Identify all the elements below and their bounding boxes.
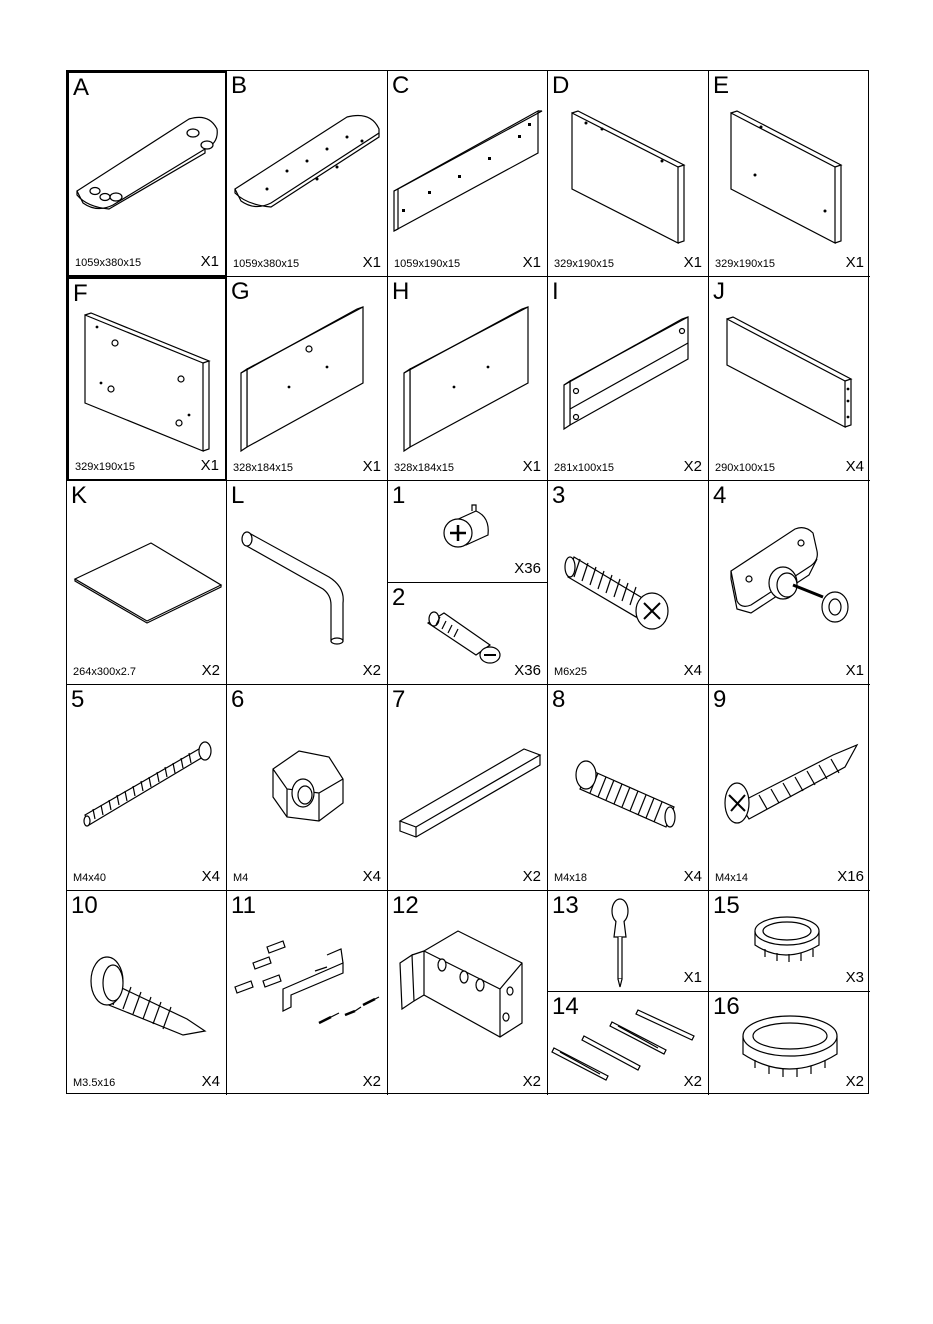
bolt-icon <box>548 481 709 685</box>
part-quantity: X1 <box>200 457 219 474</box>
part-label: 3 <box>552 482 566 509</box>
part-label: G <box>231 278 250 305</box>
part-cell-h <box>388 277 548 481</box>
wood-strip-icon <box>388 685 548 891</box>
part-dimensions: M3.5x16 <box>73 1077 116 1089</box>
part-label: K <box>71 482 88 509</box>
part-quantity: X1 <box>362 254 381 271</box>
part-quantity: X2 <box>362 1073 381 1090</box>
part-quantity: X36 <box>514 560 541 577</box>
part-dimensions: M6x25 <box>554 666 588 678</box>
part-quantity: X1 <box>683 969 702 986</box>
drawer-front-icon <box>388 277 548 481</box>
part-dimensions: 264x300x2.7 <box>73 666 136 678</box>
part-label: 16 <box>713 993 740 1020</box>
drawer-front-icon <box>227 277 388 481</box>
part-dimensions: 329x190x15 <box>715 258 775 270</box>
part-cell-5 <box>67 685 227 891</box>
part-dimensions: 329x190x15 <box>75 461 135 473</box>
part-dimensions: M4x18 <box>554 872 588 884</box>
part-label: B <box>231 72 248 99</box>
part-cell-1 <box>388 481 548 583</box>
wood-screw-icon <box>67 891 227 1095</box>
part-quantity: X3 <box>845 969 864 986</box>
bolt-icon <box>548 685 709 891</box>
part-cell-3 <box>548 481 709 685</box>
part-quantity: X2 <box>362 662 381 679</box>
part-cell-10 <box>67 891 227 1095</box>
part-label: 9 <box>713 686 727 713</box>
part-label: A <box>73 74 90 101</box>
part-cell-12 <box>388 891 548 1095</box>
part-quantity: X36 <box>514 662 541 679</box>
part-quantity: X1 <box>200 253 219 270</box>
part-label: 7 <box>392 686 406 713</box>
part-cell-11 <box>227 891 388 1095</box>
part-label: H <box>392 278 410 305</box>
part-cell-8 <box>548 685 709 891</box>
part-quantity: X2 <box>201 662 220 679</box>
part-quantity: X4 <box>845 458 864 475</box>
part-cell-13 <box>548 891 709 992</box>
part-cell-i <box>548 277 709 481</box>
parts-sheet <box>66 70 869 1094</box>
part-label: 1 <box>392 482 406 509</box>
part-cell-g <box>227 277 388 481</box>
drawer-back-icon <box>709 277 870 481</box>
part-quantity: X1 <box>522 254 541 271</box>
part-quantity: X4 <box>201 868 220 885</box>
part-dimensions: 1059x190x15 <box>394 258 461 270</box>
part-cell-15 <box>709 891 870 992</box>
part-label: 14 <box>552 993 579 1020</box>
part-label: D <box>552 72 570 99</box>
part-quantity: X4 <box>362 868 381 885</box>
part-dimensions: 281x100x15 <box>554 462 614 474</box>
tabletop-panel-icon <box>69 73 227 277</box>
part-cell-j <box>709 277 870 481</box>
part-label: 8 <box>552 686 566 713</box>
lock-and-key-icon <box>709 481 870 685</box>
part-label: E <box>713 72 730 99</box>
part-cell-e <box>709 71 870 277</box>
part-quantity: X1 <box>362 458 381 475</box>
part-cell-6 <box>227 685 388 891</box>
bottom-panel-icon <box>227 71 388 277</box>
countersunk-screw-icon <box>709 685 870 891</box>
part-quantity: X2 <box>683 458 702 475</box>
drilled-side-panel-icon <box>69 279 227 481</box>
part-quantity: X4 <box>683 662 702 679</box>
part-quantity: X2 <box>845 1073 864 1090</box>
part-dimensions: 290x100x15 <box>715 462 775 474</box>
part-dimensions: 328x184x15 <box>394 462 454 474</box>
part-dimensions: 329x190x15 <box>554 258 614 270</box>
part-cell-d <box>548 71 709 277</box>
part-dimensions: 1059x380x15 <box>233 258 300 270</box>
part-cell-f <box>67 277 227 481</box>
part-quantity: X1 <box>683 254 702 271</box>
part-cell-k <box>67 481 227 685</box>
part-label: F <box>73 280 88 307</box>
lock-strike-kit-icon <box>227 891 388 1095</box>
hex-nut-icon <box>227 685 388 891</box>
part-label: C <box>392 72 410 99</box>
allen-key-icon <box>227 481 388 685</box>
part-quantity: X1 <box>845 662 864 679</box>
part-dimensions: 328x184x15 <box>233 462 293 474</box>
part-label: 12 <box>392 892 419 919</box>
part-label: 10 <box>71 892 98 919</box>
part-dimensions: M4x14 <box>715 872 749 884</box>
drawer-bottom-board-icon <box>67 481 227 685</box>
part-quantity: X2 <box>522 1073 541 1090</box>
part-quantity: X2 <box>683 1073 702 1090</box>
part-quantity: X4 <box>683 868 702 885</box>
part-cell-c <box>388 71 548 277</box>
part-label: J <box>713 278 725 305</box>
part-cell-b <box>227 71 388 277</box>
back-rail-panel-icon <box>388 71 548 277</box>
part-label: 4 <box>713 482 727 509</box>
part-cell-4 <box>709 481 870 685</box>
side-panel-icon <box>548 71 709 277</box>
long-screw-icon <box>67 685 227 891</box>
part-cell-7 <box>388 685 548 891</box>
part-cell-a <box>67 71 227 277</box>
part-quantity: X16 <box>837 868 864 885</box>
part-label: 2 <box>392 584 406 611</box>
part-quantity: X1 <box>845 254 864 271</box>
part-label: 15 <box>713 892 740 919</box>
bracket-icon <box>388 891 548 1095</box>
part-label: 5 <box>71 686 85 713</box>
part-label: L <box>231 482 245 509</box>
part-label: 11 <box>231 892 256 919</box>
part-cell-16 <box>709 992 870 1095</box>
part-dimensions: M4 <box>233 872 249 884</box>
part-cell-2 <box>388 583 548 685</box>
part-cell-l <box>227 481 388 685</box>
side-panel-icon <box>709 71 870 277</box>
part-quantity: X2 <box>522 868 541 885</box>
part-dimensions: M4x40 <box>73 872 107 884</box>
drawer-side-icon <box>548 277 709 481</box>
part-dimensions: 1059x380x15 <box>75 257 142 269</box>
part-cell-9 <box>709 685 870 891</box>
part-label: 13 <box>552 892 579 919</box>
part-label: I <box>552 278 559 305</box>
part-quantity: X4 <box>201 1073 220 1090</box>
part-cell-14 <box>548 992 709 1095</box>
part-quantity: X1 <box>522 458 541 475</box>
part-label: 6 <box>231 686 245 713</box>
